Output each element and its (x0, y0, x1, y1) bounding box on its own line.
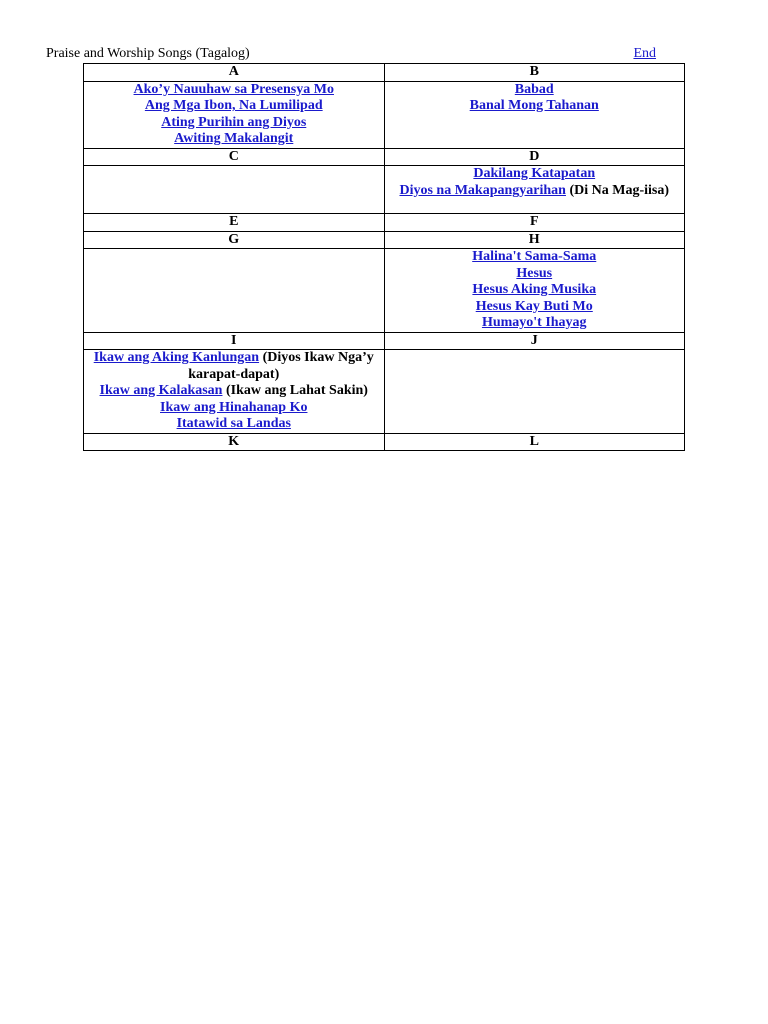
song-cell-a (84, 81, 385, 148)
songs-index-table (83, 63, 685, 451)
song-cell-h (384, 249, 685, 333)
song-cell-d (384, 166, 685, 214)
song-link[interactable]: Ako’y Nauuhaw sa Presensya Mo (133, 81, 334, 97)
letter-header-c: C (84, 148, 385, 166)
song-cell-i (84, 350, 385, 434)
song-link[interactable]: Ang Mga Ibon, Na Lumilipad (144, 98, 323, 113)
song-cell-c (84, 166, 385, 214)
letter-header-b: B (384, 64, 685, 82)
song-link[interactable]: Ikaw ang Aking Kanlungan (93, 350, 260, 365)
song-link[interactable]: Hesus Kay Buti Mo (475, 298, 593, 314)
song-link[interactable]: Ikaw ang Kalakasan (99, 383, 223, 398)
letter-header-f: F (384, 214, 685, 232)
song-cell-g (84, 249, 385, 333)
song-cell-j (384, 350, 685, 434)
song-link[interactable]: Ating Purihin ang Diyos (161, 114, 307, 130)
song-link[interactable]: Banal Mong Tahanan (469, 98, 599, 113)
page-title: Praise and Worship Songs (Tagalog) (46, 46, 250, 61)
song-link[interactable]: Babad (514, 81, 554, 97)
letter-header-g: G (84, 231, 385, 249)
letter-header-h: H (384, 231, 685, 249)
letter-header-k: K (84, 433, 385, 451)
alternate-title: (Di Na Mag-iisa) (565, 182, 670, 198)
song-link[interactable]: Dakilang Katapatan (473, 166, 596, 181)
song-link[interactable]: Halina't Sama-Sama (472, 249, 597, 264)
song-link[interactable]: Humayo't Ihayag (481, 315, 587, 330)
end-link[interactable]: End (633, 46, 656, 61)
song-link[interactable]: Ikaw ang Hinahanap Ko (160, 399, 308, 415)
song-link[interactable]: Awiting Makalangit (174, 131, 294, 146)
alternate-title: (Ikaw ang Lahat Sakin) (222, 383, 368, 398)
letter-header-e: E (84, 214, 385, 232)
song-link[interactable]: Itatawid sa Landas (176, 416, 291, 431)
letter-header-j: J (384, 332, 685, 350)
alternate-title: (Diyos Ikaw Nga’y karapat-dapat) (188, 350, 374, 382)
song-link[interactable]: Diyos na Makapangyarihan (399, 182, 566, 198)
song-cell-b (384, 81, 685, 148)
letter-header-a: A (84, 64, 385, 82)
letter-header-l: L (384, 433, 685, 451)
page-header (46, 46, 656, 64)
song-link[interactable]: Hesus (516, 265, 553, 281)
song-link[interactable]: Hesus Aking Musika (472, 282, 597, 297)
letter-header-i: I (84, 332, 385, 350)
letter-header-d: D (384, 148, 685, 166)
